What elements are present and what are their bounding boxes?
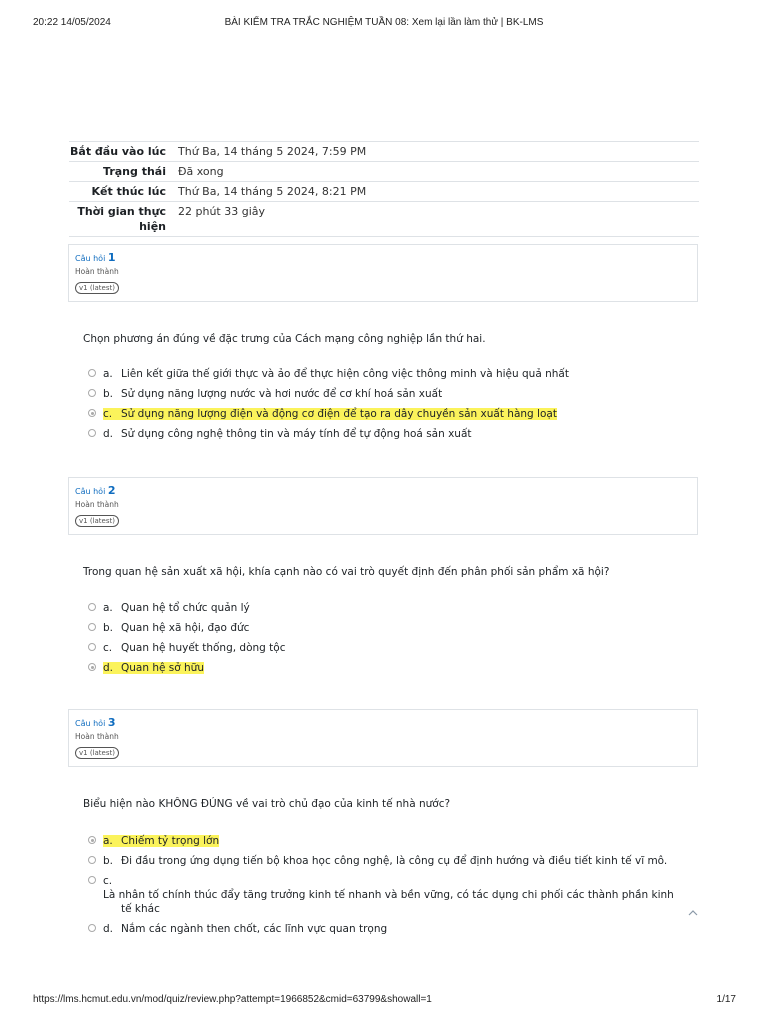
radio-button[interactable]	[88, 643, 96, 651]
answer-option[interactable]: d. Nắm các ngành then chốt, các lĩnh vực quan trọng	[88, 922, 688, 936]
question-version-badge: v1 (latest)	[75, 747, 119, 759]
question-text: Trong quan hệ sản xuất xã hội, khía cạnh nào có vai trò quyết định đến phân phối sản phẩm xã hội?	[83, 566, 610, 578]
question-info-box	[68, 709, 698, 767]
print-footer	[0, 994, 768, 1010]
page-number: 1/17	[716, 994, 736, 1005]
answer-option[interactable]: b. Đi đầu trong ứng dụng tiến bộ khoa học công nghệ, là công cụ để định hướng và điều tiết kinh tế vĩ mô.	[88, 854, 688, 868]
answer-option-selected[interactable]: d. Quan hệ sở hữu	[88, 661, 688, 675]
print-title: BÀI KIỂM TRA TRẮC NGHIỆM TUẦN 08: Xem lại lần làm thử | BK-LMS	[224, 17, 544, 28]
summary-row	[69, 142, 699, 162]
radio-button-checked[interactable]	[88, 409, 96, 417]
radio-button[interactable]	[88, 623, 96, 631]
summary-row	[69, 182, 699, 202]
question-number: Câu hỏi 1	[75, 251, 116, 264]
answer-option-selected[interactable]: a. Chiếm tỷ trọng lớn	[88, 834, 688, 848]
answer-list	[88, 601, 688, 681]
question-state: Hoàn thành	[75, 732, 119, 741]
radio-button[interactable]	[88, 876, 96, 884]
answer-option[interactable]: a. Quan hệ tổ chức quản lý	[88, 601, 688, 615]
question-state: Hoàn thành	[75, 267, 119, 276]
summary-value: 22 phút 33 giây	[172, 202, 699, 237]
print-datetime: 20:22 14/05/2024	[33, 17, 111, 28]
answer-text-continuation: tế khác	[121, 903, 160, 915]
summary-label: Kết thúc lúc	[69, 182, 172, 202]
radio-button-checked[interactable]	[88, 663, 96, 671]
question-version-badge: v1 (latest)	[75, 282, 119, 294]
answer-option[interactable]: c.Là nhân tố chính thúc đẩy tăng trưởng kinh tế nhanh và bền vững, có tác dụng chi phối các thành phần kinh tế khác	[88, 874, 688, 916]
chevron-up-icon[interactable]	[688, 907, 698, 917]
summary-label: Thời gian thực hiện	[69, 202, 172, 237]
summary-row	[69, 162, 699, 182]
radio-button[interactable]	[88, 924, 96, 932]
print-header	[0, 17, 768, 33]
answer-list	[88, 834, 688, 942]
question-text: Biểu hiện nào KHÔNG ĐÚNG về vai trò chủ đạo của kinh tế nhà nước?	[83, 798, 451, 810]
radio-button[interactable]	[88, 369, 96, 377]
attempt-summary-table	[69, 141, 699, 237]
question-version-badge: v1 (latest)	[75, 515, 119, 527]
answer-option[interactable]: c. Quan hệ huyết thống, dòng tộc	[88, 641, 688, 655]
summary-value: Thứ Ba, 14 tháng 5 2024, 7:59 PM	[172, 142, 699, 162]
question-info-box	[68, 477, 698, 535]
answer-option[interactable]: a. Liên kết giữa thế giới thực và ảo để thực hiện công việc thông minh và hiệu quả nhất	[88, 367, 688, 381]
summary-value: Thứ Ba, 14 tháng 5 2024, 8:21 PM	[172, 182, 699, 202]
radio-button[interactable]	[88, 856, 96, 864]
radio-button[interactable]	[88, 429, 96, 437]
answer-list	[88, 367, 688, 447]
question-number: Câu hỏi 3	[75, 716, 116, 729]
question-number: Câu hỏi 2	[75, 484, 116, 497]
radio-button[interactable]	[88, 389, 96, 397]
question-info-box	[68, 244, 698, 302]
summary-value: Đã xong	[172, 162, 699, 182]
answer-option[interactable]: b. Quan hệ xã hội, đạo đức	[88, 621, 688, 635]
question-text: Chọn phương án đúng về đặc trưng của Cách mạng công nghiệp lần thứ hai.	[83, 333, 486, 345]
answer-option[interactable]: b. Sử dụng năng lượng nước và hơi nước để cơ khí hoá sản xuất	[88, 387, 688, 401]
radio-button[interactable]	[88, 603, 96, 611]
summary-label: Bắt đầu vào lúc	[69, 142, 172, 162]
answer-option[interactable]: d. Sử dụng công nghệ thông tin và máy tính để tự động hoá sản xuất	[88, 427, 688, 441]
page-url: https://lms.hcmut.edu.vn/mod/quiz/review.php?attempt=1966852&cmid=63799&showall=1	[33, 994, 432, 1005]
summary-row	[69, 202, 699, 237]
question-state: Hoàn thành	[75, 500, 119, 509]
radio-button-checked[interactable]	[88, 836, 96, 844]
answer-option-selected[interactable]: c. Sử dụng năng lượng điện và động cơ điện để tạo ra dây chuyền sản xuất hàng loạt	[88, 407, 688, 421]
summary-label: Trạng thái	[69, 162, 172, 182]
